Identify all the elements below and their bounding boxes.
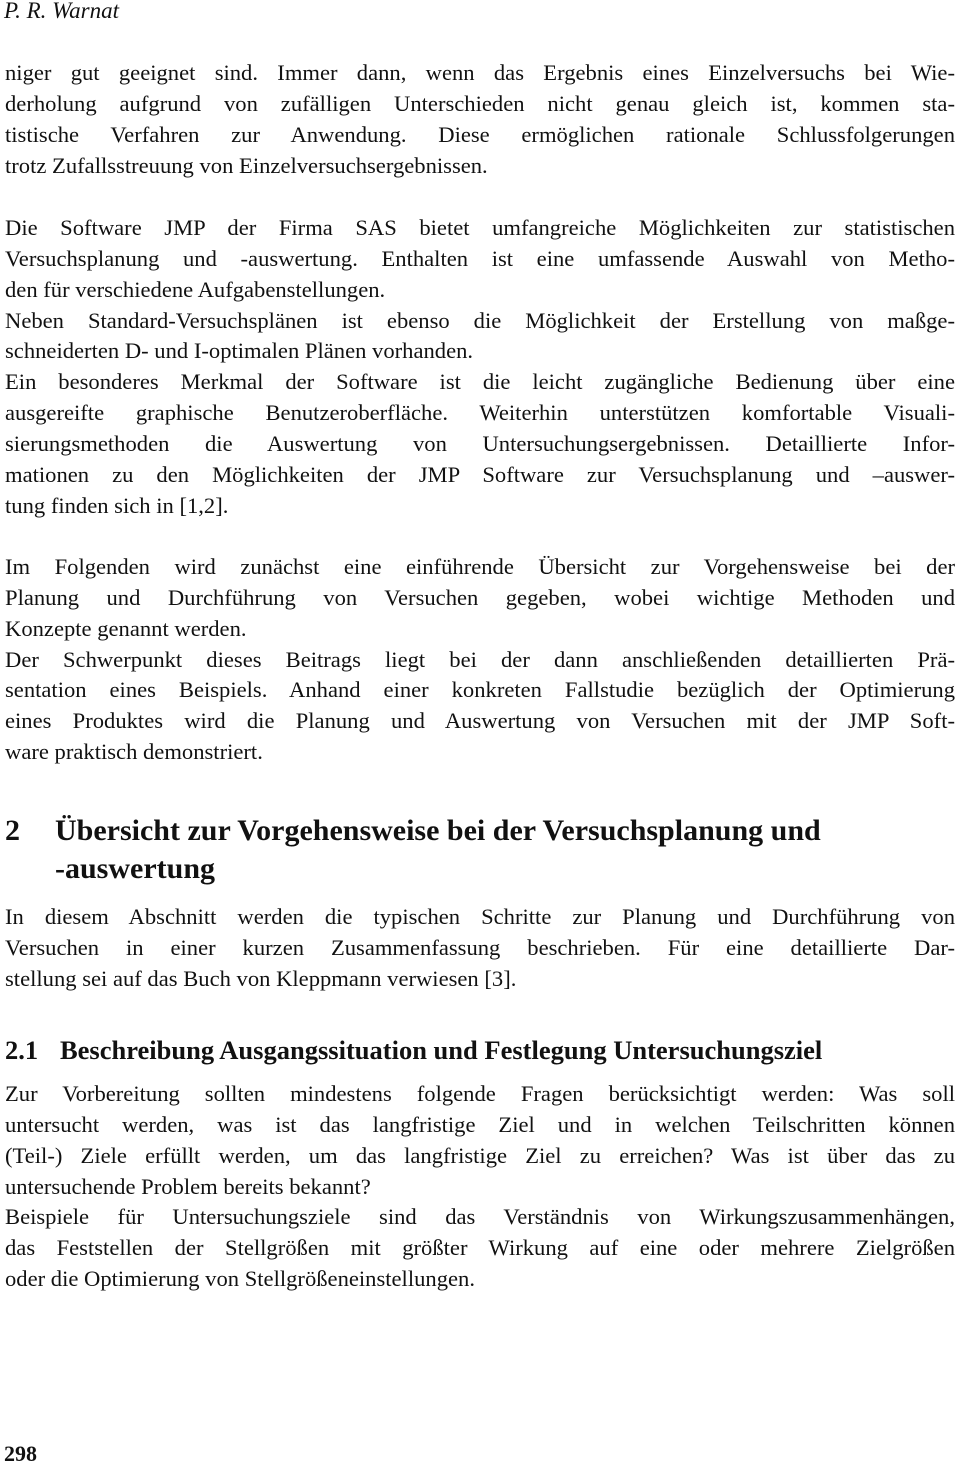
- text-line: ware praktisch demonstriert.: [5, 739, 263, 765]
- text-line: tistische Verfahren zur Anwendung. Diese ermöglichen rationale Schlussfolgerungen: [5, 121, 955, 147]
- text-line: Versuchsplanung und -auswertung. Enthalten ist eine umfassende Auswahl von Metho-: [5, 245, 955, 271]
- text-line: Der Schwerpunkt dieses Beitrags liegt bei der dann anschließenden detaillierten Prä-: [5, 646, 955, 672]
- text-line: Zur Vorbereitung sollten mindestens folgende Fragen berücksichtigt werden: Was soll: [5, 1081, 955, 1106]
- text-line: trotz Zufallsstreuung von Einzelversuchsergebnissen.: [5, 152, 488, 178]
- text-line: Versuchen in einer kurzen Zusammenfassung beschrieben. Für eine detaillierte Dar-: [5, 934, 955, 960]
- text-line: Neben Standard-Versuchsplänen ist ebenso die Möglichkeit der Erstellung von maßge-: [5, 307, 955, 333]
- paragraph: [5, 1202, 955, 1295]
- text-line: oder die Optimierung von Stellgrößeneinstellungen.: [5, 1266, 475, 1292]
- paragraph: [5, 552, 955, 645]
- text-line: eines Produktes wird die Planung und Auswertung von Versuchen mit der JMP Soft-: [5, 708, 955, 734]
- section-title: Beschreibung Ausgangssituation und Festlegung Untersuchungsziel: [60, 1035, 823, 1065]
- text-line: mationen zu den Möglichkeiten der JMP Software zur Versuchsplanung und –auswer-: [5, 461, 955, 487]
- paragraph: [5, 58, 955, 181]
- section-number: 2: [5, 814, 20, 847]
- text-line: untersuchende Problem bereits bekannt?: [5, 1173, 371, 1199]
- text-line: schneiderten D- und I-optimalen Plänen vorhanden.: [5, 338, 474, 364]
- text-line: niger gut geeignet sind. Immer dann, wenn das Ergebnis eines Einzelversuchs bei Wie-: [5, 60, 955, 85]
- text-line: Konzepte genannt werden.: [5, 615, 247, 641]
- text-line: derholung aufgrund von zufälligen Unterschieden nicht genau gleich ist, kommen sta-: [5, 90, 955, 116]
- text-line: Beispiele für Untersuchungsziele sind das Verständnis von Wirkungszusammenhängen,: [5, 1204, 955, 1230]
- text-line: stellung sei auf das Buch von Kleppmann verwiesen [3].: [5, 965, 517, 991]
- text-line: untersucht werden, was ist das langfristige Ziel und in welchen Teilschritten können: [5, 1111, 955, 1137]
- section-heading-2: [5, 812, 821, 888]
- text-block: [5, 552, 955, 768]
- text-line: Die Software JMP der Firma SAS bietet umfangreiche Möglichkeiten zur statistischen: [5, 215, 955, 240]
- text-line: tung finden sich in [1,2].: [5, 492, 229, 518]
- text-line: In diesem Abschnitt werden die typischen Schritte zur Planung und Durchführung von: [5, 904, 955, 929]
- paragraph: [5, 213, 955, 306]
- text-line: sierungsmethoden die Auswertung von Untersuchungsergebnissen. Detaillierte Infor-: [5, 430, 955, 456]
- text-block: [5, 1079, 955, 1295]
- text-block: [5, 213, 955, 521]
- text-block: [5, 902, 955, 995]
- section-title-line1: Übersicht zur Vorgehensweise bei der Versuchsplanung und: [55, 814, 821, 847]
- paragraph: [5, 367, 955, 521]
- text-line: das Feststellen der Stellgrößen mit größter Wirkung auf eine oder mehrere Zielgrößen: [5, 1235, 955, 1261]
- text-line: Ein besonderes Merkmal der Software ist die leicht zugängliche Bedienung über eine: [5, 369, 955, 395]
- paragraph: [5, 902, 955, 995]
- text-block: [5, 58, 955, 181]
- text-line: ausgereifte graphische Benutzeroberfläche. Weiterhin unterstützen komfortable Visuali-: [5, 400, 955, 426]
- section-number: 2.1: [5, 1035, 39, 1065]
- running-header: P. R. Warnat: [4, 0, 120, 23]
- paragraph: [5, 306, 955, 368]
- paragraph: [5, 645, 955, 768]
- section-title-line2: -auswertung: [55, 852, 216, 885]
- section-heading-2-1: [5, 1033, 822, 1067]
- text-line: (Teil-) Ziele erfüllt werden, um das langfristige Ziel zu erreichen? Was ist über das zu: [5, 1142, 955, 1168]
- text-line: Planung und Durchführung von Versuchen gegeben, wobei wichtige Methoden und: [5, 584, 955, 610]
- text-line: sentation eines Beispiels. Anhand einer konkreten Fallstudie bezüglich der Optimierung: [5, 677, 955, 703]
- page-number: 298: [4, 1441, 37, 1466]
- text-line: Im Folgenden wird zunächst eine einführende Übersicht zur Vorgehensweise bei der: [5, 554, 955, 579]
- paragraph: [5, 1079, 955, 1202]
- text-line: den für verschiedene Aufgabenstellungen.: [5, 276, 386, 302]
